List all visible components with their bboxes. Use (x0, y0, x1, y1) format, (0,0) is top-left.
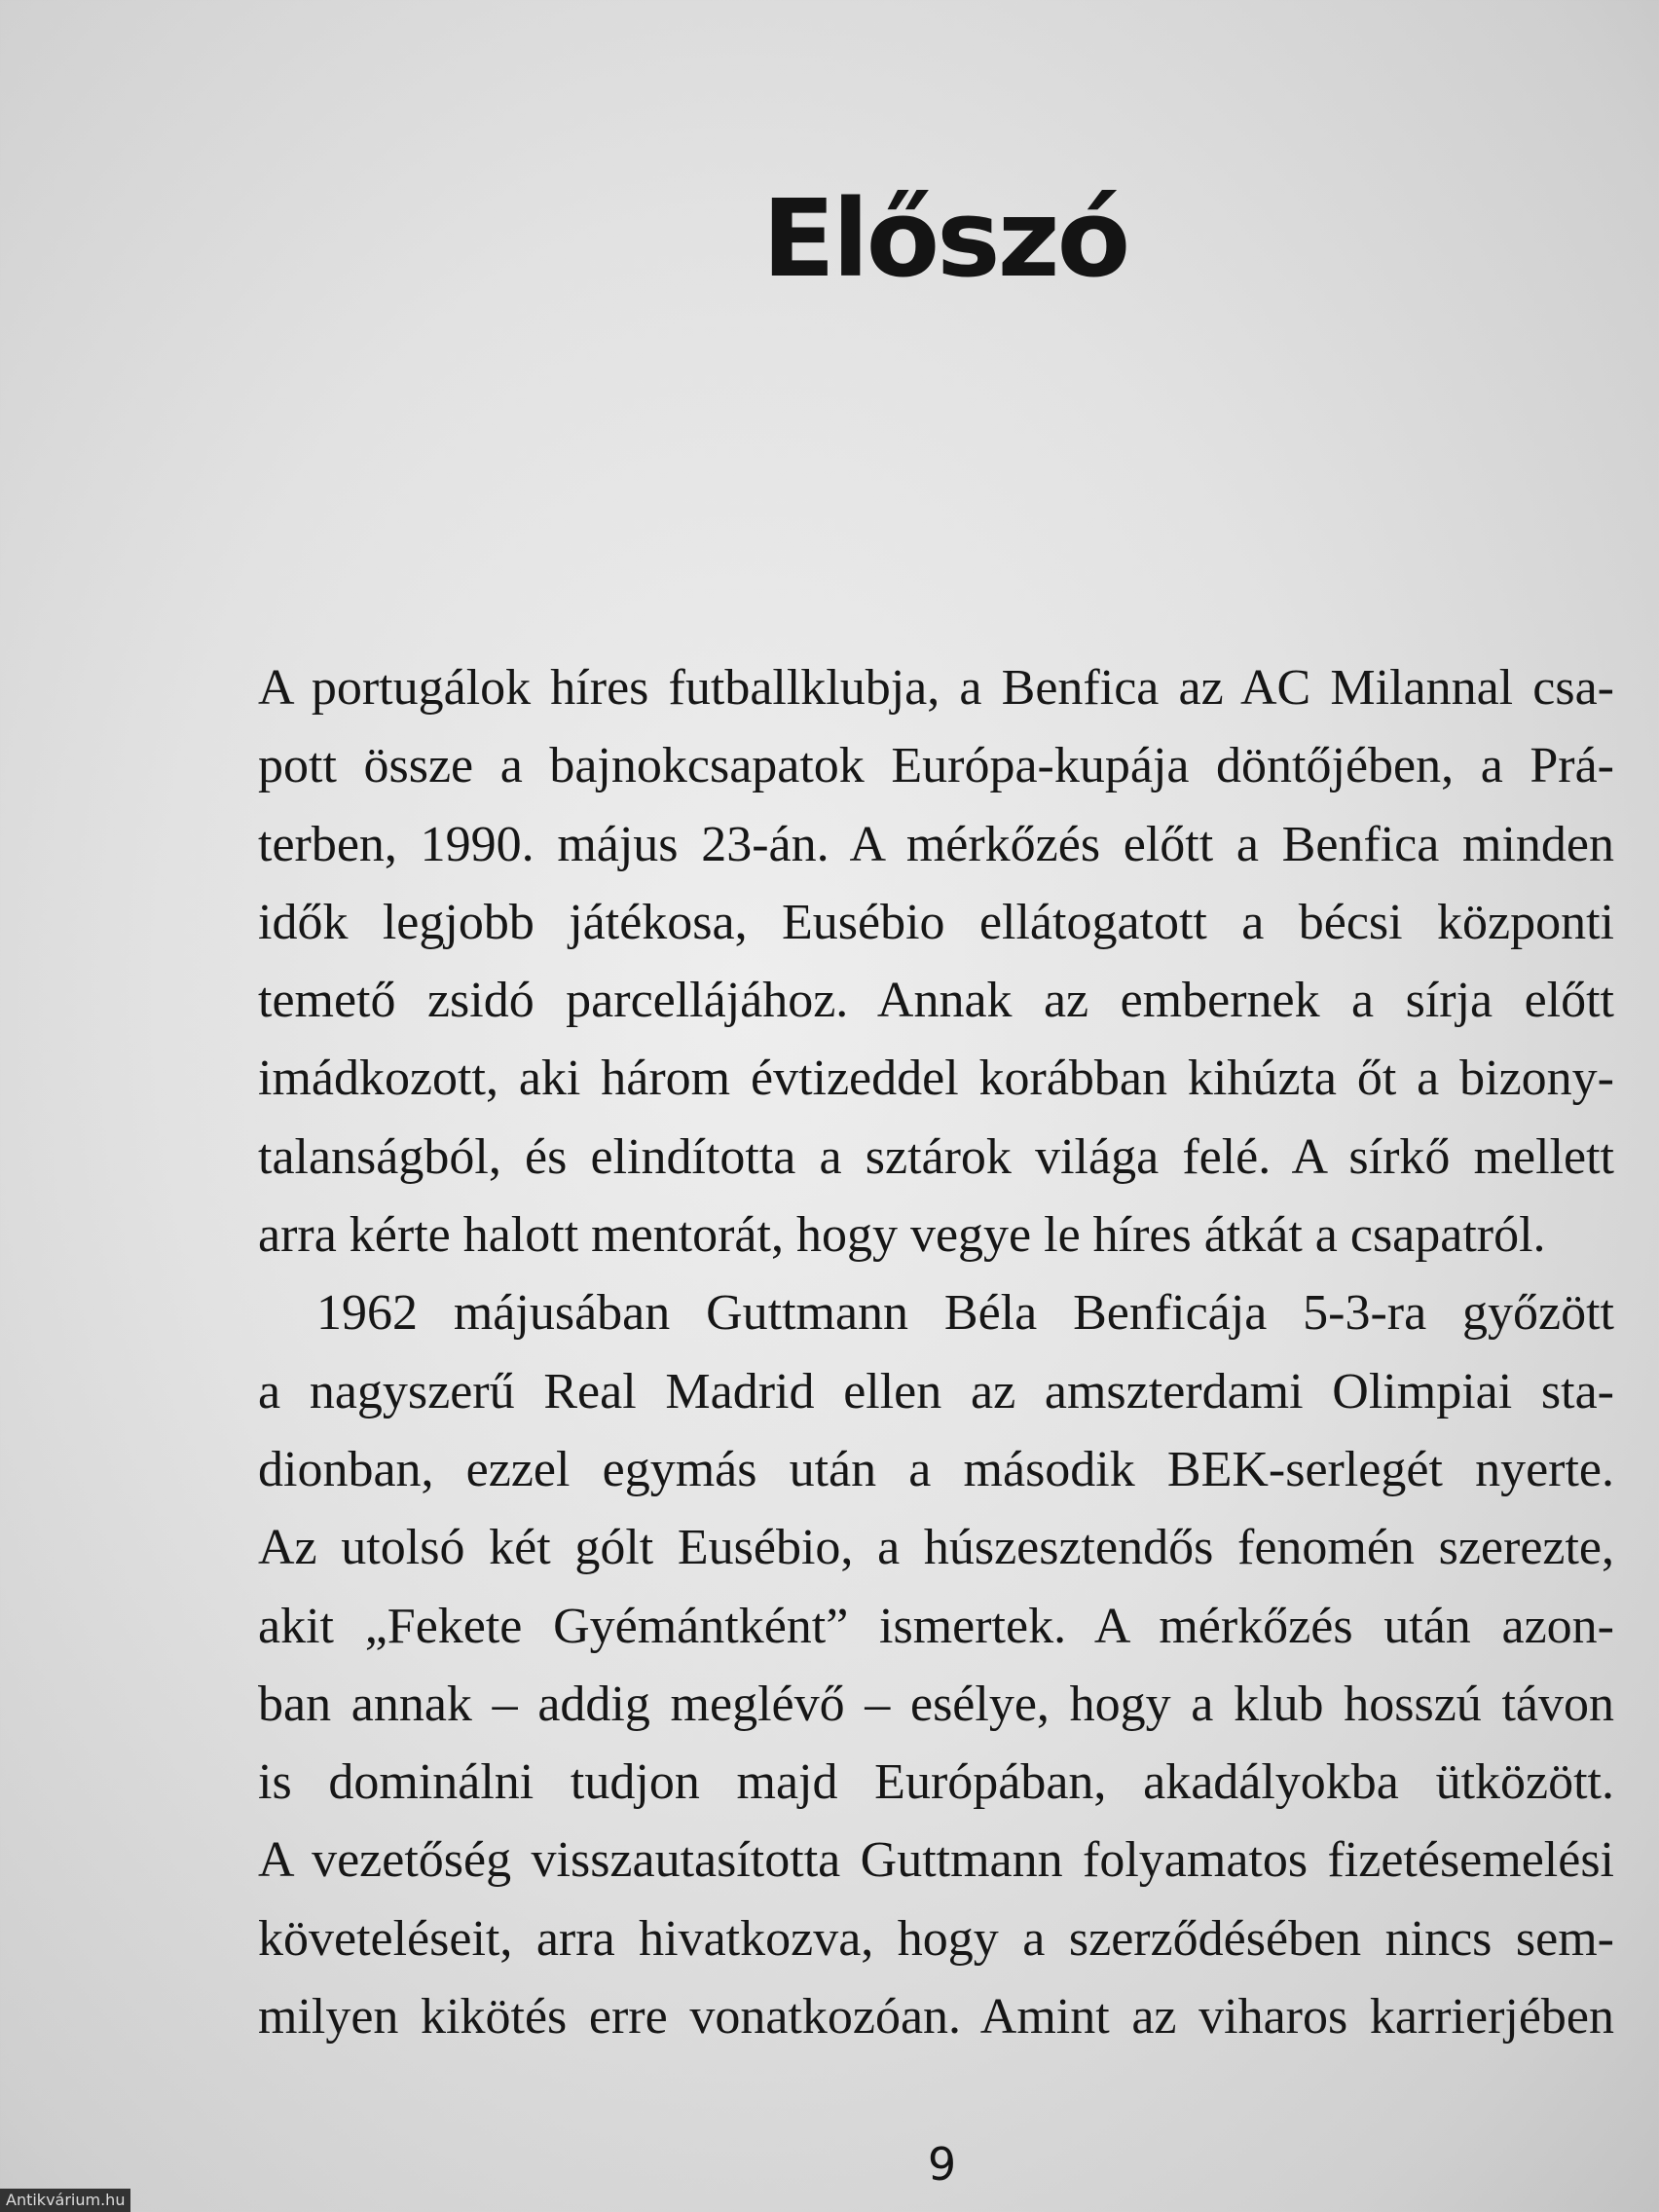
text-line: 1962 májusában Guttmann Béla Benficája 5-3-ra győzött (316, 1285, 1614, 1342)
text-line: A vezetőség visszautasította Guttmann folyamatos fizetésemelési (258, 1832, 1614, 1889)
text-line: dionban, ezzel egymás után a második BEK-serlegét nyerte. (258, 1441, 1614, 1497)
text-line: terben, 1990. május 23-án. A mérkőzés előtt a Benfica minden (258, 816, 1614, 872)
text-line: idők legjobb játékosa, Eusébio ellátogatott a bécsi központi (258, 894, 1614, 950)
text-line: is dominálni tudjon majd Európában, akadályokba ütközött. (258, 1754, 1614, 1811)
text-line: imádkozott, aki három évtizeddel korábban kihúzta őt a bizony- (258, 1051, 1614, 1107)
text-line: a nagyszerű Real Madrid ellen az amszterdami Olimpiai sta- (258, 1363, 1614, 1419)
text-line: Az utolsó két gólt Eusébio, a húszesztendős fenomén szerezte, (258, 1520, 1614, 1576)
body-text (258, 649, 1614, 2056)
text-line: arra kérte halott mentorát, hogy vegye le híres átkát a csapatról. (258, 1207, 1546, 1264)
text-line: ban annak – addig meglévő – esélye, hogy a klub hosszú távon (258, 1676, 1614, 1732)
watermark: Antikvárium.hu (0, 2189, 130, 2212)
chapter-title: Előszó (761, 176, 1128, 301)
page-number: 9 (927, 2138, 957, 2191)
text-line: követeléseit, arra hivatkozva, hogy a szerződésében nincs sem- (258, 1910, 1614, 1967)
text-line: pott össze a bajnokcsapatok Európa-kupája döntőjében, a Prá- (258, 738, 1614, 794)
text-line: talanságból, és elindította a sztárok világa felé. A sírkő mellett (258, 1128, 1614, 1185)
text-line: temető zsidó parcellájához. Annak az embernek a sírja előtt (258, 973, 1614, 1029)
text-line: A portugálok híres futballklubja, a Benfica az AC Milannal csa- (258, 660, 1614, 716)
text-line: milyen kikötés erre vonatkozóan. Amint az viharos karrierjében (258, 1989, 1614, 2046)
text-line: akit „Fekete Gyémántként” ismertek. A mérkőzés után azon- (258, 1598, 1614, 1654)
